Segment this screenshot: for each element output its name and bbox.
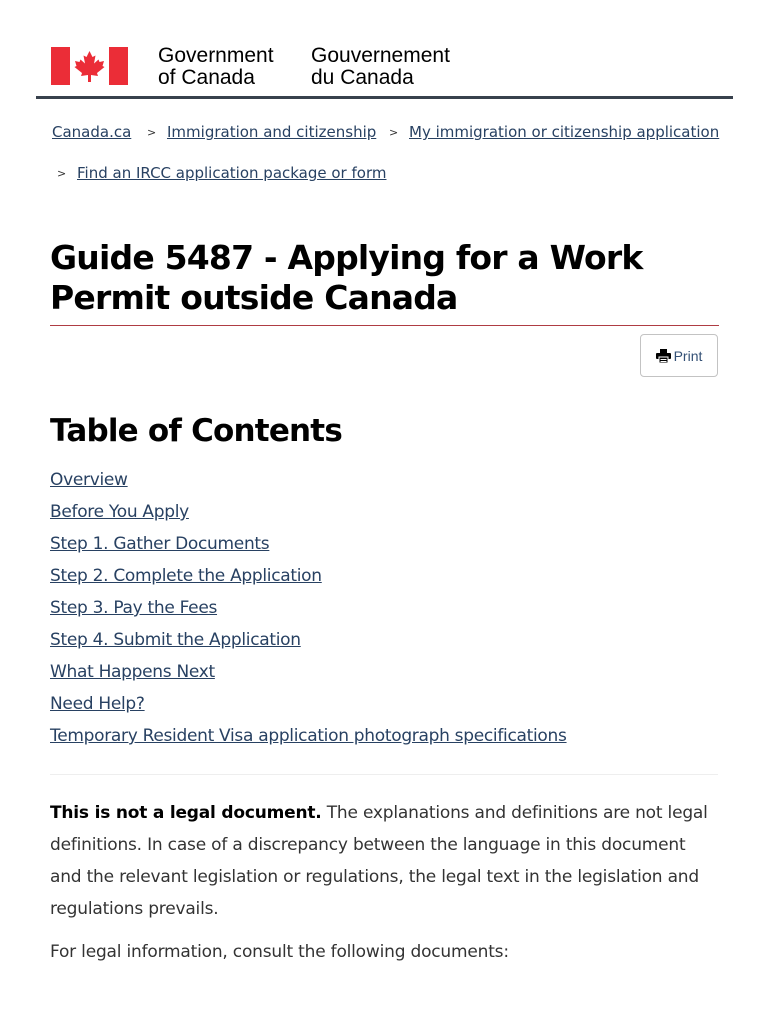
signature-fr-line2: du Canada [311, 66, 414, 89]
government-of-canada-wordmark[interactable] [158, 45, 274, 89]
list-item [50, 722, 567, 754]
signature-en-line2: of Canada [158, 66, 255, 89]
legal-notice [50, 797, 720, 925]
page-title: Guide 5487 - Applying for a Work Permit outside Canada [50, 238, 643, 317]
legal-notice-bold: This is not a legal document. [50, 803, 322, 823]
legal-notice-text: The explanations and definitions are not legal definitions. In case of a discrepancy between the language in this document and the relevant legislation or regulations, the legal text in the legislation and regulations prevails. [50, 803, 708, 919]
chevron-right-icon: > [389, 126, 399, 139]
toc-link-overview[interactable]: Overview [50, 470, 128, 490]
list-item [50, 690, 567, 722]
chevron-right-icon: > [57, 167, 67, 180]
legal-info-intro: For legal information, consult the following documents: [50, 942, 509, 962]
signature-en-line1: Government [158, 44, 274, 67]
toc-link-need-help[interactable]: Need Help? [50, 694, 145, 714]
toc-link-step-1[interactable]: Step 1. Gather Documents [50, 534, 270, 554]
breadcrumb-my-application[interactable]: My immigration or citizenship application [409, 123, 720, 141]
section-divider [50, 774, 718, 775]
breadcrumb-immigration-citizenship[interactable]: Immigration and citizenship [167, 123, 377, 141]
list-item [50, 658, 567, 690]
header-divider [36, 96, 733, 99]
list-item [50, 530, 567, 562]
toc-link-step-4[interactable]: Step 4. Submit the Application [50, 630, 301, 650]
list-item [50, 626, 567, 658]
toc-link-what-happens-next[interactable]: What Happens Next [50, 662, 215, 682]
toc-link-step-2[interactable]: Step 2. Complete the Application [50, 566, 322, 586]
toc-list [50, 466, 567, 754]
list-item [50, 594, 567, 626]
print-label: Print [673, 347, 703, 364]
list-item [50, 466, 567, 498]
gouvernement-du-canada-wordmark[interactable] [311, 45, 450, 89]
print-button[interactable] [640, 334, 718, 377]
breadcrumb-canada-ca[interactable]: Canada.ca [52, 123, 132, 141]
chevron-right-icon: > [147, 126, 157, 139]
toc-heading: Table of Contents [50, 413, 342, 449]
site-header [0, 0, 768, 100]
printer-icon [656, 349, 671, 363]
list-item [50, 562, 567, 594]
toc-link-before-you-apply[interactable]: Before You Apply [50, 502, 189, 522]
toc-link-photo-specs[interactable]: Temporary Resident Visa application photograph specifications [50, 726, 567, 746]
canada-flag-icon[interactable] [51, 47, 128, 85]
toc-link-step-3[interactable]: Step 3. Pay the Fees [50, 598, 218, 618]
signature-fr-line1: Gouvernement [311, 44, 450, 67]
title-underline [50, 325, 719, 326]
breadcrumb-find-application-package[interactable]: Find an IRCC application package or form [77, 164, 387, 182]
list-item [50, 498, 567, 530]
